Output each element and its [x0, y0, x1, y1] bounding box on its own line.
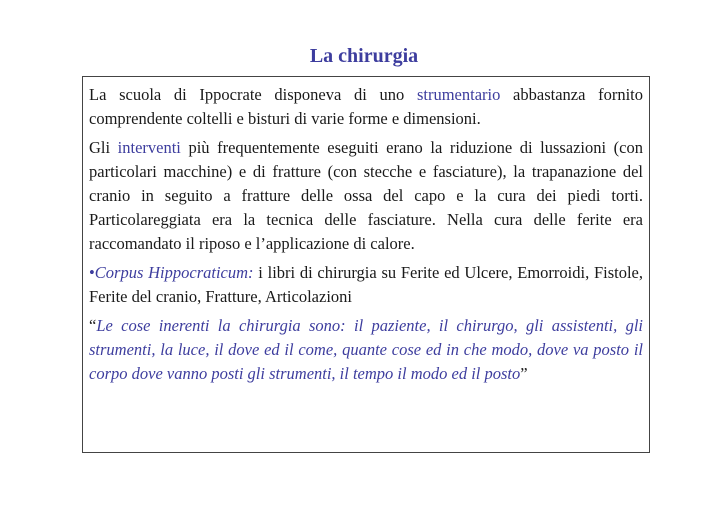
text: La scuola di Ippocrate disponeva di uno: [89, 85, 417, 104]
text: più frequentemente eseguiti erano la riduzione di lussazioni (con particolari macchine) e di fratture (con stecche e fasciature), la trapanazione del cranio in seguito a fratture delle ossa del capo e la cura dei piedi torti. Particolareggiata era la tecnica delle fasciature. Nella cura delle ferite era raccomandato il riposo e l’applicazione di calore.: [89, 138, 643, 253]
paragraph-strumentario: [89, 83, 643, 131]
quote-text: Le cose inerenti la chirurgia sono: il paziente, il chirurgo, gli assistenti, gli strumenti, la luce, il dove ed il come, quante cose ed in che modo, dove va posto il corpo dove vanno posti gli strumenti, il tempo il modo ed il posto: [89, 316, 643, 383]
highlight-strumentario: strumentario: [416, 85, 501, 104]
paragraph-interventi: [89, 136, 643, 256]
page-title: La chirurgia: [309, 45, 419, 67]
paragraph-corpus: [89, 261, 643, 309]
text: i libri di chirurgia su Ferite ed Ulcere, Emorroidi, Fistole, Ferite del cranio, Fratture, Articolazioni: [89, 263, 643, 306]
text: Gli: [89, 138, 118, 157]
open-quote: “: [89, 316, 97, 335]
text: abbastanza fornito comprendente coltelli e bisturi di varie forme e dimensioni.: [89, 85, 644, 128]
close-quote: ”: [520, 364, 528, 383]
content-box: [82, 76, 650, 453]
paragraph-quote: [89, 314, 643, 386]
bullet: •: [89, 263, 95, 282]
highlight-interventi: interventi: [117, 138, 181, 157]
work-title: Corpus Hippocraticum:: [94, 263, 254, 282]
